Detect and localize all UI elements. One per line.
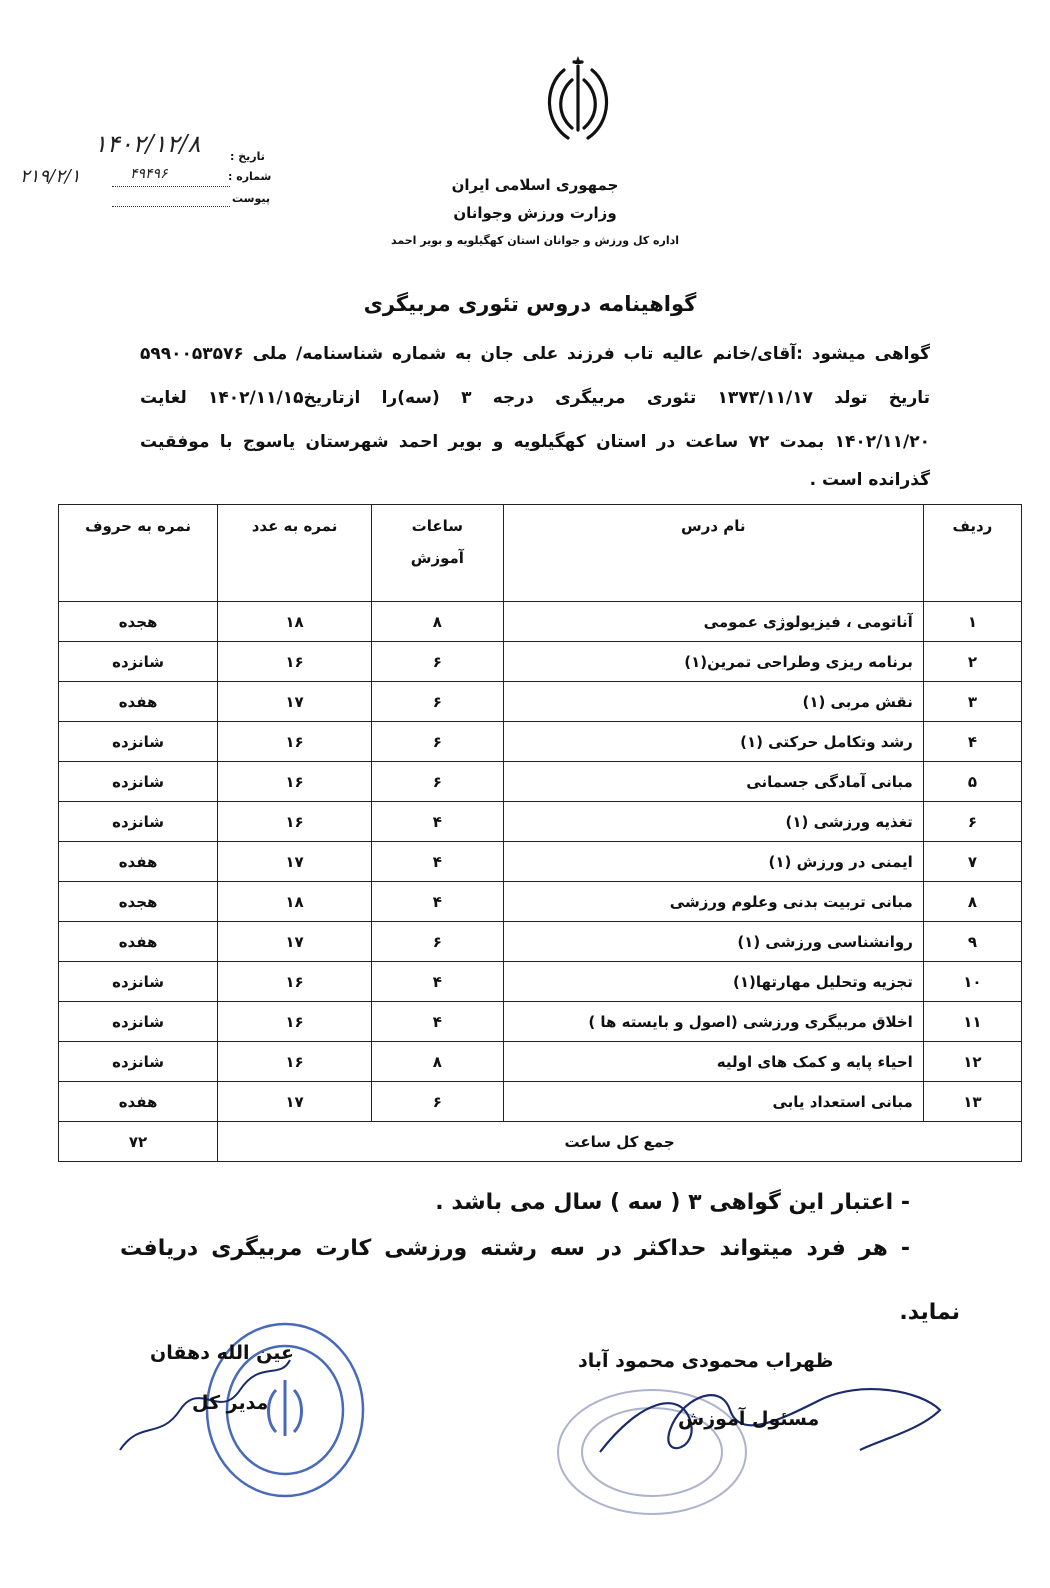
cell-hours: ۴ xyxy=(371,882,503,922)
cell-words: هفده xyxy=(59,682,218,722)
cell-course: روانشناسی ورزشی (۱) xyxy=(503,922,923,962)
note-limit-continued: نماید. xyxy=(899,1300,960,1325)
cell-hours: ۶ xyxy=(371,922,503,962)
meta-date-label: تاریخ : xyxy=(230,150,265,163)
cell-row: ۶ xyxy=(923,802,1021,842)
cell-grade: ۱۷ xyxy=(218,842,372,882)
cell-row: ۲ xyxy=(923,642,1021,682)
table-row xyxy=(59,642,1022,682)
cell-course: رشد وتکامل حرکتی (۱) xyxy=(503,722,923,762)
cell-words: هفده xyxy=(59,1082,218,1122)
cell-grade: ۱۶ xyxy=(218,1042,372,1082)
cell-grade: ۱۷ xyxy=(218,1082,372,1122)
table-row xyxy=(59,842,1022,882)
cell-words: شانزده xyxy=(59,802,218,842)
col-header-course: نام درس xyxy=(503,505,923,602)
cell-hours: ۶ xyxy=(371,642,503,682)
meta-number-label: شماره : xyxy=(228,170,272,183)
cell-words: هفده xyxy=(59,922,218,962)
cell-grade: ۱۷ xyxy=(218,682,372,722)
cell-grade: ۱۸ xyxy=(218,882,372,922)
total-value: ۷۲ xyxy=(59,1122,218,1162)
body-line: ۱۴۰۲/۱۱/۲۰ بمدت ۷۲ ساعت در استان کهگیلویه و بویر احمد شهرستان یاسوج با موفقیت xyxy=(140,432,930,452)
cell-row: ۵ xyxy=(923,762,1021,802)
course-table xyxy=(58,504,1022,1162)
cell-row: ۴ xyxy=(923,722,1021,762)
table-row xyxy=(59,962,1022,1002)
header-country: جمهوری اسلامی ایران xyxy=(451,176,619,194)
meta-attachment-label: پیوست xyxy=(232,192,270,205)
note-validity: - اعتبار این گواهی ۳ ( سه ) سال می باشد . xyxy=(435,1190,910,1215)
cell-row: ۱۲ xyxy=(923,1042,1021,1082)
cell-grade: ۱۶ xyxy=(218,642,372,682)
header-office: اداره کل ورزش و جوانان استان کهگیلویه و بویر احمد xyxy=(390,234,680,247)
cell-course: تغذیه ورزشی (۱) xyxy=(503,802,923,842)
cell-words: شانزده xyxy=(59,1002,218,1042)
iran-emblem-icon xyxy=(538,52,618,152)
cell-hours: ۸ xyxy=(371,1042,503,1082)
cell-row: ۹ xyxy=(923,922,1021,962)
meta-number-value: ۲۱۹/۲/۱ xyxy=(20,166,81,187)
cell-hours: ۴ xyxy=(371,802,503,842)
table-row xyxy=(59,1082,1022,1122)
table-row xyxy=(59,762,1022,802)
signatory-right-name: ظهراب محمودی محمود آباد xyxy=(578,1350,834,1372)
table-row xyxy=(59,882,1022,922)
cell-row: ۷ xyxy=(923,842,1021,882)
cell-hours: ۸ xyxy=(371,602,503,642)
note-limit: - هر فرد میتواند حداکثر در سه رشته ورزشی کارت مربیگری دریافت xyxy=(120,1236,910,1261)
cell-grade: ۱۸ xyxy=(218,602,372,642)
col-header-grade-number: نمره به عدد xyxy=(218,505,372,602)
cell-row: ۳ xyxy=(923,682,1021,722)
cell-hours: ۶ xyxy=(371,682,503,722)
cell-course: آناتومی ، فیزیولوژی عمومی xyxy=(503,602,923,642)
cell-course: مبانی آمادگی جسمانی xyxy=(503,762,923,802)
body-line: گواهی میشود :آقای/خانم عالیه تاب فرزند علی جان به شماره شناسنامه/ ملی ۵۹۹۰۰۵۳۵۷۶ xyxy=(140,344,930,364)
cell-course: مبانی تربیت بدنی وعلوم ورزشی xyxy=(503,882,923,922)
meta-number-code: ۴۹۴۹۶ xyxy=(130,166,168,182)
cell-grade: ۱۶ xyxy=(218,802,372,842)
cell-hours: ۶ xyxy=(371,1082,503,1122)
cell-row: ۱۰ xyxy=(923,962,1021,1002)
table-row xyxy=(59,1042,1022,1082)
cell-course: برنامه ریزی وطراحی تمرین(۱) xyxy=(503,642,923,682)
cell-hours: ۶ xyxy=(371,722,503,762)
header-ministry: وزارت ورزش وجوانان xyxy=(453,204,617,222)
table-row xyxy=(59,802,1022,842)
signatory-left-name: عین الله دهقان xyxy=(150,1342,294,1364)
cell-grade: ۱۶ xyxy=(218,722,372,762)
cell-grade: ۱۷ xyxy=(218,922,372,962)
body-line: تاریخ تولد ۱۳۷۳/۱۱/۱۷ تئوری مربیگری درجه ۳ (سه)را ازتاریخ۱۴۰۲/۱۱/۱۵ لغایت xyxy=(140,388,930,408)
cell-words: شانزده xyxy=(59,722,218,762)
cell-hours: ۴ xyxy=(371,1002,503,1042)
cell-course: تجزیه وتحلیل مهارتها(۱) xyxy=(503,962,923,1002)
cell-grade: ۱۶ xyxy=(218,962,372,1002)
cell-words: شانزده xyxy=(59,1042,218,1082)
total-label: جمع کل ساعت xyxy=(218,1122,1022,1162)
table-row xyxy=(59,722,1022,762)
cell-course: ایمنی در ورزش (۱) xyxy=(503,842,923,882)
table-total-row xyxy=(59,1122,1022,1162)
cell-grade: ۱۶ xyxy=(218,1002,372,1042)
cell-hours: ۶ xyxy=(371,762,503,802)
cell-hours: ۴ xyxy=(371,842,503,882)
cell-hours: ۴ xyxy=(371,962,503,1002)
col-header-row: ردیف xyxy=(923,505,1021,602)
cell-words: هفده xyxy=(59,842,218,882)
cell-words: هجده xyxy=(59,882,218,922)
table-header-row xyxy=(59,505,1022,602)
cell-words: شانزده xyxy=(59,642,218,682)
cell-row: ۸ xyxy=(923,882,1021,922)
signatory-left-title: مدیر کل xyxy=(192,1392,269,1414)
cell-words: شانزده xyxy=(59,762,218,802)
signatory-right-title: مسئول آموزش xyxy=(678,1408,820,1430)
body-line: گذرانده است . xyxy=(809,470,930,490)
cell-course: نقش مربی (۱) xyxy=(503,682,923,722)
cell-words: شانزده xyxy=(59,962,218,1002)
cell-words: هجده xyxy=(59,602,218,642)
table-row xyxy=(59,682,1022,722)
table-row xyxy=(59,922,1022,962)
cell-row: ۱۳ xyxy=(923,1082,1021,1122)
cell-course: اخلاق مربیگری ورزشی (اصول و بایسته ها ) xyxy=(503,1002,923,1042)
cell-grade: ۱۶ xyxy=(218,762,372,802)
table-row xyxy=(59,602,1022,642)
cell-course: مبانی استعداد یابی xyxy=(503,1082,923,1122)
table-row xyxy=(59,1002,1022,1042)
cell-row: ۱ xyxy=(923,602,1021,642)
cell-row: ۱۱ xyxy=(923,1002,1021,1042)
meta-date-value: ۱۴۰۲/۱۲/۸ xyxy=(94,130,201,158)
cell-course: احیاء پایه و کمک های اولیه xyxy=(503,1042,923,1082)
meta-number-dotline xyxy=(112,186,230,187)
document-title: گواهینامه دروس تئوری مربیگری xyxy=(363,292,697,316)
col-header-grade-words: نمره به حروف xyxy=(59,505,218,602)
meta-attachment-dotline xyxy=(112,206,230,207)
col-header-hours: ساعات آموزش xyxy=(371,505,503,602)
